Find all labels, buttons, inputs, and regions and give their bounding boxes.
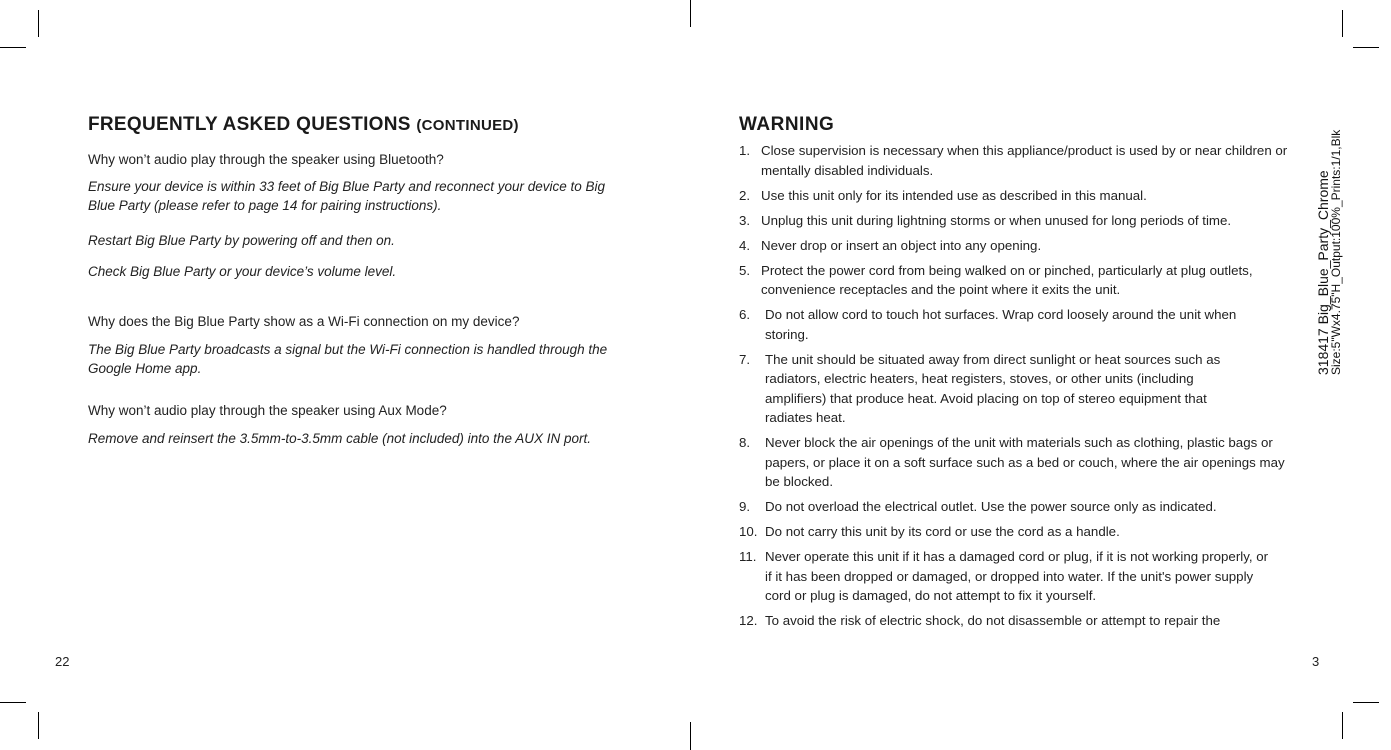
crop-mark: [690, 722, 691, 750]
crop-mark: [1353, 702, 1379, 703]
warning-item: [739, 497, 1299, 517]
faq-answer: The Big Blue Party broadcasts a signal but the Wi-Fi connection is handled through the Google Home app.: [88, 342, 608, 376]
print-slug-line2: Size:5"Wx4.75"H_Output:100%_Prints:1/1,Blk: [1329, 129, 1343, 375]
warning-item: [739, 522, 1299, 542]
faq-question: Why won’t audio play through the speaker using Bluetooth?: [88, 152, 444, 167]
warning-item: [739, 433, 1299, 492]
warning-item: [739, 211, 1299, 231]
crop-mark: [0, 702, 26, 703]
print-slug-line1: 318417 Big_Blue_Party_Chrome: [1315, 170, 1331, 375]
item-text: Protect the power cord from being walked on or pinched, particularly at plug outlets, convenience receptacles and the point where it exits the unit.: [761, 262, 1253, 297]
warning-item: [739, 350, 1299, 428]
warning-item: [739, 261, 1299, 300]
item-text: Do not overload the electrical outlet. Use the power source only as indicated.: [765, 499, 1217, 514]
warning-item: [739, 236, 1299, 256]
item-number: 10.: [739, 524, 758, 539]
crop-mark: [0, 47, 26, 48]
warning-item: [739, 305, 1299, 344]
warning-item: [739, 186, 1299, 206]
item-number: 2.: [739, 187, 751, 203]
faq-question: Why does the Big Blue Party show as a Wi-Fi connection on my device?: [88, 314, 520, 329]
warning-item: [739, 611, 1299, 631]
warning-item: [739, 141, 1299, 180]
item-number: 9.: [739, 499, 751, 514]
faq-answer: Check Big Blue Party or your device’s volume level.: [88, 264, 397, 279]
item-text: Never block the air openings of the unit with materials such as clothing, plastic bags or papers, or place it on a soft surface such as a bed or couch, where the air openings may be blocked.: [765, 435, 1285, 489]
item-text: Do not allow cord to touch hot surfaces. Wrap cord loosely around the unit when storing.: [765, 307, 1237, 342]
item-number: 3.: [739, 212, 751, 228]
warning-list: [739, 141, 1299, 636]
item-number: 4.: [739, 237, 751, 253]
item-number: 6.: [739, 307, 751, 322]
item-text: To avoid the risk of electric shock, do not disassemble or attempt to repair the: [765, 613, 1221, 628]
faq-question: Why won’t audio play through the speaker using Aux Mode?: [88, 403, 447, 418]
faq-heading: [88, 114, 519, 136]
item-number: 1.: [739, 143, 751, 158]
crop-mark: [38, 712, 39, 739]
faq-answer: Remove and reinsert the 3.5mm-to-3.5mm cable (not included) into the AUX IN port.: [88, 431, 591, 446]
crop-mark: [1342, 10, 1343, 37]
faq-title-text: FREQUENTLY ASKED QUESTIONS: [88, 114, 411, 135]
crop-mark: [38, 10, 39, 37]
warning-heading: WARNING: [739, 114, 835, 135]
crop-mark: [1342, 712, 1343, 739]
faq-answer: Ensure your device is within 33 feet of Big Blue Party and reconnect your device to Big Blue Party (please refer to page 14 for pairing instructions).: [88, 179, 606, 213]
crop-mark: [1353, 47, 1379, 48]
crop-mark: [690, 0, 691, 27]
item-text: Unplug this unit during lightning storms or when unused for long periods of time.: [761, 212, 1232, 228]
item-text: Never operate this unit if it has a damaged cord or plug, if it is not working properly, or if it has been dropped or damaged, or dropped into water. If the unit's power supply cord or plug is damaged, do not attempt to fix it yourself.: [765, 549, 1269, 603]
item-text: Never drop or insert an object into any opening.: [761, 237, 1042, 253]
page-number-right: 3: [1312, 654, 1320, 669]
item-number: 8.: [739, 435, 751, 450]
item-number: 11.: [739, 549, 757, 564]
print-slug: [1316, 55, 1344, 375]
item-text: Use this unit only for its intended use as described in this manual.: [761, 187, 1147, 203]
item-number: 7.: [739, 351, 751, 367]
item-text: The unit should be situated away from direct sunlight or heat sources such as radiators, electric heaters, heat registers, stoves, or other units (including amplifiers) that produce heat. Avoid placing on top of stereo equipment that radiates heat.: [765, 351, 1221, 425]
page-number-left: 22: [55, 654, 70, 669]
item-text: Do not carry this unit by its cord or use the cord as a handle.: [765, 524, 1120, 539]
warning-item: [739, 547, 1299, 606]
item-number: 12.: [739, 613, 758, 628]
faq-answer: Restart Big Blue Party by powering off and then on.: [88, 233, 395, 248]
faq-title-suffix: (CONTINUED): [416, 117, 519, 134]
item-text: Close supervision is necessary when this appliance/product is used by or near children or mentally disabled individuals.: [761, 143, 1288, 178]
item-number: 5.: [739, 262, 751, 278]
